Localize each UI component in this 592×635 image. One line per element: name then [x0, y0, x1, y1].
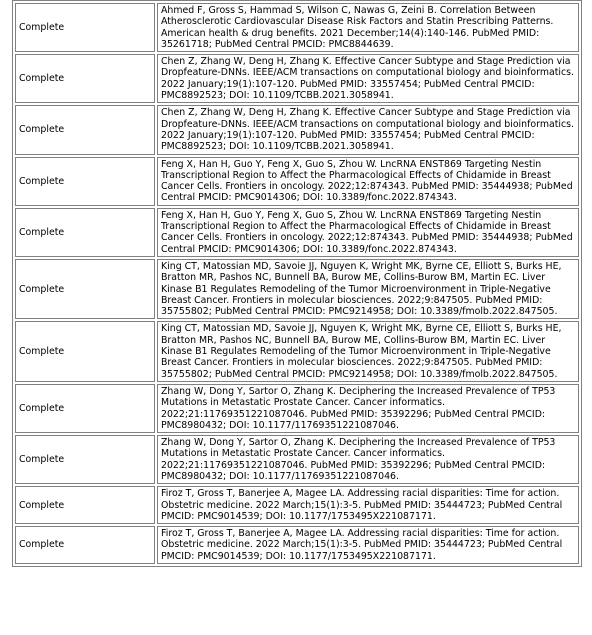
citation-cell: Feng X, Han H, Guo Y, Feng X, Guo S, Zhou W. LncRNA ENST869 Targeting Nestin Transcriptional Region to Affect the Pharmacological Effects of Chidamide in Breast Cancer Cells. Frontiers in oncology. 2022;12:874343. PubMed PMID: 35444938; PubMed Central PMCID: PMC9014306; DOI: 10.3389/fonc.2022.874343. [157, 208, 579, 257]
citation-cell: King CT, Matossian MD, Savoie JJ, Nguyen K, Wright MK, Byrne CE, Elliott S, Burks HE, Bratton MR, Pashos NC, Bunnell BA, Burow ME, Collins-Burow BM, Martin EC. Liver Kinase B1 Regulates Remodeling of the Tumor Microenvironment in Triple-Negative Breast Cancer. Frontiers in molecular biosciences. 2022;9:847505. PubMed PMID: 35755802; PubMed Central PMCID: PMC9214958; DOI: 10.3389/fmolb.2022.847505. [157, 321, 579, 381]
table-row [15, 208, 579, 257]
table-row [15, 526, 579, 564]
table-row [15, 435, 579, 484]
citation-cell: Zhang W, Dong Y, Sartor O, Zhang K. Deciphering the Increased Prevalence of TP53 Mutations in Metastatic Prostate Cancer. Cancer informatics. 2022;21:11769351221087046. PubMed PMID: 35392296; PubMed Central PMCID: PMC8980432; DOI: 10.1177/11769351221087046. [157, 384, 579, 433]
status-cell: Complete [15, 259, 155, 319]
status-cell: Complete [15, 435, 155, 484]
citation-cell: Firoz T, Gross T, Banerjee A, Magee LA. Addressing racial disparities: Time for action. Obstetric medicine. 2022 March;15(1):3-5. PubMed PMID: 35444723; PubMed Central PMCID: PMC9014539; DOI: 10.1177/1753495X221087171. [157, 486, 579, 524]
citation-cell: Firoz T, Gross T, Banerjee A, Magee LA. Addressing racial disparities: Time for action. Obstetric medicine. 2022 March;15(1):3-5. PubMed PMID: 35444723; PubMed Central PMCID: PMC9014539; DOI: 10.1177/1753495X221087171. [157, 526, 579, 564]
table-row [15, 486, 579, 524]
citation-cell: Chen Z, Zhang W, Deng H, Zhang K. Effective Cancer Subtype and Stage Prediction via Dropfeature-DNNs. IEEE/ACM transactions on computational biology and bioinformatics. 2022 January;19(1):107-120. PubMed PMID: 33557454; PubMed Central PMCID: PMC8892523; DOI: 10.1109/TCBB.2021.3058941. [157, 105, 579, 154]
table-row [15, 3, 579, 52]
publications-table [12, 0, 582, 567]
table-row [15, 384, 579, 433]
citation-cell: Feng X, Han H, Guo Y, Feng X, Guo S, Zhou W. LncRNA ENST869 Targeting Nestin Transcriptional Region to Affect the Pharmacological Effects of Chidamide in Breast Cancer Cells. Frontiers in oncology. 2022;12:874343. PubMed PMID: 35444938; PubMed Central PMCID: PMC9014306; DOI: 10.3389/fonc.2022.874343. [157, 157, 579, 206]
publications-table-container [12, 0, 582, 567]
table-row [15, 259, 579, 319]
status-cell: Complete [15, 321, 155, 381]
status-cell: Complete [15, 384, 155, 433]
publications-table-body [15, 3, 579, 564]
table-row [15, 54, 579, 103]
table-row [15, 157, 579, 206]
status-cell: Complete [15, 208, 155, 257]
status-cell: Complete [15, 54, 155, 103]
status-cell: Complete [15, 105, 155, 154]
status-cell: Complete [15, 486, 155, 524]
citation-cell: King CT, Matossian MD, Savoie JJ, Nguyen K, Wright MK, Byrne CE, Elliott S, Burks HE, Bratton MR, Pashos NC, Bunnell BA, Burow ME, Collins-Burow BM, Martin EC. Liver Kinase B1 Regulates Remodeling of the Tumor Microenvironment in Triple-Negative Breast Cancer. Frontiers in molecular biosciences. 2022;9:847505. PubMed PMID: 35755802; PubMed Central PMCID: PMC9214958; DOI: 10.3389/fmolb.2022.847505. [157, 259, 579, 319]
table-row [15, 321, 579, 381]
table-row [15, 105, 579, 154]
citation-cell: Ahmed F, Gross S, Hammad S, Wilson C, Nawas G, Zeini B. Correlation Between Atherosclerotic Cardiovascular Disease Risk Factors and Statin Prescribing Patterns. American health & drug benefits. 2021 December;14(4):140-146. PubMed PMID: 35261718; PubMed Central PMCID: PMC8844639. [157, 3, 579, 52]
citation-cell: Zhang W, Dong Y, Sartor O, Zhang K. Deciphering the Increased Prevalence of TP53 Mutations in Metastatic Prostate Cancer. Cancer informatics. 2022;21:11769351221087046. PubMed PMID: 35392296; PubMed Central PMCID: PMC8980432; DOI: 10.1177/11769351221087046. [157, 435, 579, 484]
status-cell: Complete [15, 3, 155, 52]
status-cell: Complete [15, 526, 155, 564]
citation-cell: Chen Z, Zhang W, Deng H, Zhang K. Effective Cancer Subtype and Stage Prediction via Dropfeature-DNNs. IEEE/ACM transactions on computational biology and bioinformatics. 2022 January;19(1):107-120. PubMed PMID: 33557454; PubMed Central PMCID: PMC8892523; DOI: 10.1109/TCBB.2021.3058941. [157, 54, 579, 103]
status-cell: Complete [15, 157, 155, 206]
